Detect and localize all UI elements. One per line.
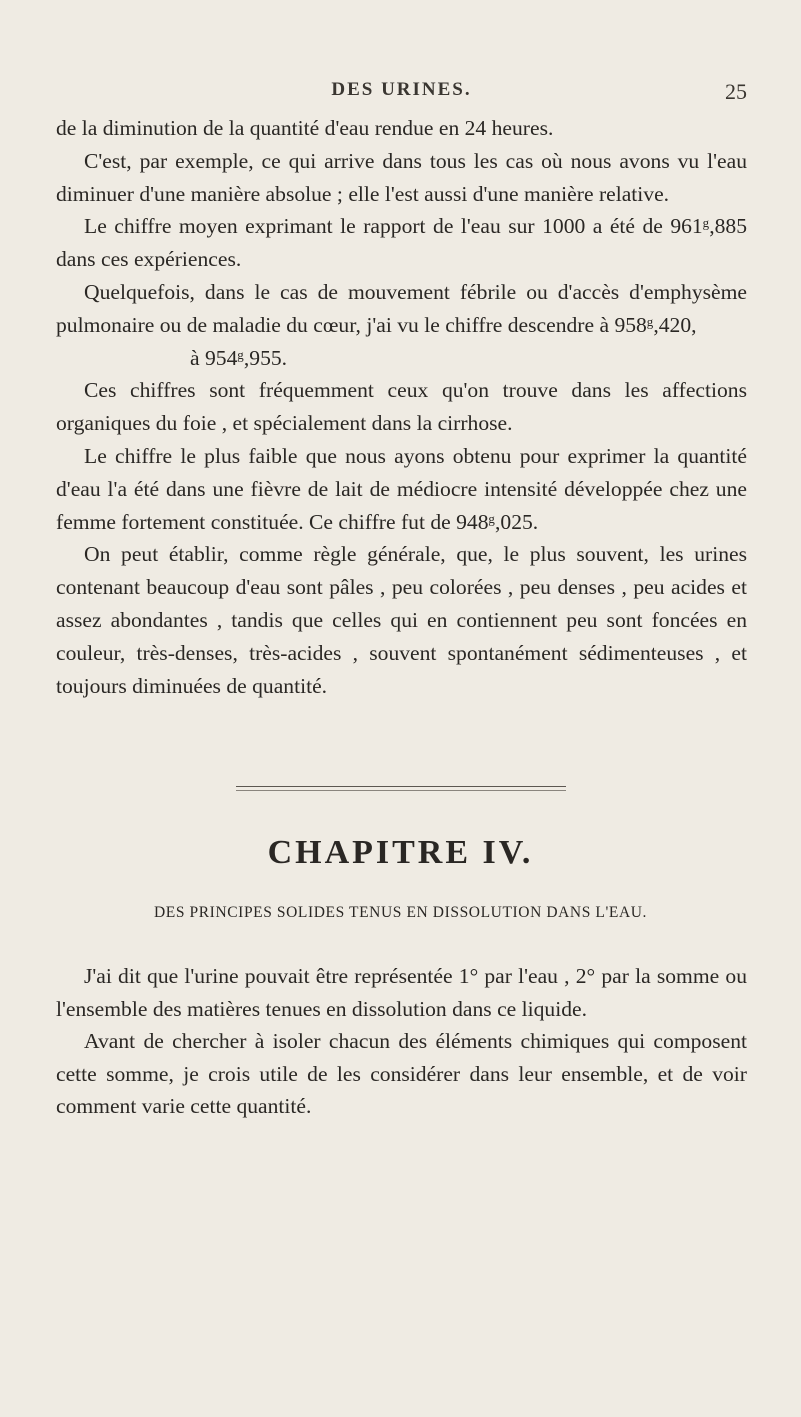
paragraph: à 954ᵍ,955. — [190, 345, 288, 370]
paragraph: Quelquefois, dans le cas de mouvement fébrile ou d'accès d'emphysème pulmonaire ou de maladie du cœur, j'ai vu le chiffre descendre à 958ᵍ,420, — [56, 279, 747, 337]
running-title: DES URINES. — [331, 79, 472, 100]
chapter-title: CHAPITRE IV. — [267, 834, 534, 871]
chapter-subtitle: DES PRINCIPES SOLIDES TENUS EN DISSOLUTION DANS L'EAU. — [153, 904, 648, 921]
paragraph: Avant de chercher à isoler chacun des éléments chimiques qui composent cette somme, je crois utile de les considérer dans leur ensemble, et de voir comment varie cette quantité. — [56, 1029, 747, 1119]
paragraph: J'ai dit que l'urine pouvait être représentée 1° par l'eau , 2° par la somme ou l'ensemble des matières tenues en dissolution dans ce liquide. — [56, 964, 747, 1021]
paragraph: On peut établir, comme règle générale, que, le plus souvent, les urines contenant beaucoup d'eau sont pâles , peu colorées , peu denses , peu acides et assez abondantes , tandis que celles qui en contiennent peu sont foncées en couleur, très-denses, très-acides , souvent spontanément sédimenteuses , et toujours diminuées de quantité. — [56, 542, 747, 698]
paragraph: Ces chiffres sont fréquemment ceux qu'on trouve dans les affections organiques du foie , et spécialement dans la cirrhose. — [56, 378, 747, 436]
paragraph: Le chiffre moyen exprimant le rapport de l'eau sur 1000 a été de 961ᵍ,885 dans ces expériences. — [56, 214, 747, 272]
chapter-separator-rule — [236, 786, 566, 787]
body-text-section-2 — [56, 960, 747, 1123]
body-text-section-1 — [56, 112, 747, 702]
chapter-separator-rule — [236, 790, 566, 791]
paragraph: de la diminution de la quantité d'eau rendue en 24 heures. — [56, 116, 554, 140]
page-number: 25 — [725, 79, 747, 104]
running-head — [56, 79, 747, 103]
paragraph: C'est, par exemple, ce qui arrive dans tous les cas où nous avons vu l'eau diminuer d'une manière absolue ; elle l'est aussi d'une manière relative. — [56, 148, 747, 206]
paragraph: Le chiffre le plus faible que nous ayons obtenu pour exprimer la quantité d'eau l'a été dans une fièvre de lait de médiocre intensité développée chez une femme fortement constituée. Ce chiffre fut de 948ᵍ,025. — [56, 443, 747, 534]
